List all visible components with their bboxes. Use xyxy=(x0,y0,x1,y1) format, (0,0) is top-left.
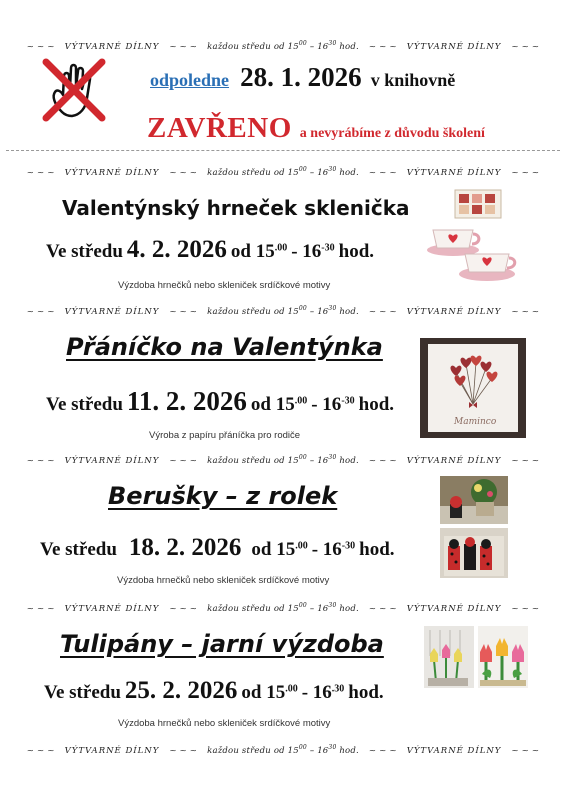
separator-time-sup: 00 xyxy=(298,602,307,609)
separator-time-sup: 30 xyxy=(328,305,337,312)
separator-row xyxy=(0,40,566,52)
paper-tulips-photo xyxy=(424,626,528,688)
event-date-line: Ve středu 4. 2. 2026 od $15^{.00} - 16^{-30}$ hod. xyxy=(46,236,375,263)
event-date: 18. 2. 2026 xyxy=(128,534,242,561)
crossed-hand-icon xyxy=(40,58,108,122)
event-description: Výroba z papíru přáníčka pro rodiče xyxy=(149,430,301,441)
separator-tilde: ~ ~ ~ xyxy=(26,167,55,178)
afternoon-label: odpoledne xyxy=(150,70,230,90)
separator-time: – 16 xyxy=(306,306,329,317)
event-description: Výzdoba hrnečků nebo skleniček srdíčkové motivy xyxy=(118,718,331,729)
heart-mugs-photo xyxy=(425,188,521,288)
event-date-line: Ve středu 25. 2. 2026 od $15^{.00} - 16^{.30}$ hod. xyxy=(44,677,384,704)
separator-tilde: ~ ~ ~ xyxy=(169,41,198,52)
separator-time-sup: 00 xyxy=(298,40,307,47)
separator-workshops: VÝTVARNÉ DÍLNY xyxy=(64,455,160,466)
separator-tilde: ~ ~ ~ xyxy=(368,306,397,317)
separator-hod: hod. xyxy=(336,603,359,614)
event-date: 4. 2. 2026 xyxy=(126,236,227,263)
separator-hod: hod. xyxy=(336,455,359,466)
event-date-line: Ve středu 11. 2. 2026 od $15^{.00} - 16^{-30}$ hod. xyxy=(46,386,395,416)
separator-workshops: VÝTVARNÉ DÍLNY xyxy=(406,167,502,178)
event-date-line: Ve středu 18. 2. 2026 od $15^{.00} - 16^{-30}$ hod. xyxy=(40,534,395,561)
closed-label: ZAVŘENO xyxy=(147,112,292,144)
separator-schedule: každou středu od 15 xyxy=(207,455,299,466)
separator-row xyxy=(0,305,566,317)
separator-time-sup: 30 xyxy=(328,40,337,47)
separator-workshops: VÝTVARNÉ DÍLNY xyxy=(406,306,502,317)
separator-time: – 16 xyxy=(306,745,329,756)
event-date: 25. 2. 2026 xyxy=(124,677,238,704)
closure-place: v knihovně xyxy=(370,70,456,90)
separator-time: – 16 xyxy=(306,41,329,52)
separator-tilde: ~ ~ ~ xyxy=(368,41,397,52)
separator-tilde: ~ ~ ~ xyxy=(26,745,55,756)
balloon-hearts-card-photo xyxy=(420,338,526,438)
separator-workshops: VÝTVARNÉ DÍLNY xyxy=(406,603,502,614)
separator-tilde: ~ ~ ~ xyxy=(169,167,198,178)
separator-tilde: ~ ~ ~ xyxy=(169,745,198,756)
separator-tilde: ~ ~ ~ xyxy=(511,745,540,756)
separator-workshops: VÝTVARNÉ DÍLNY xyxy=(64,603,160,614)
card-caption: Maminco xyxy=(454,417,497,427)
event-title: Přáníčko na Valentýnka xyxy=(66,333,383,361)
separator-row xyxy=(0,744,566,756)
separator-time-sup: 30 xyxy=(328,602,337,609)
closed-reason: a nevyrábíme z důvodu školení xyxy=(299,126,485,141)
event-description: Výzdoba hrnečků nebo skleniček srdíčkové motivy xyxy=(117,575,330,586)
separator-tilde: ~ ~ ~ xyxy=(169,603,198,614)
separator-schedule: každou středu od 15 xyxy=(207,306,299,317)
separator-schedule: každou středu od 15 xyxy=(207,745,299,756)
separator-row xyxy=(0,454,566,466)
separator-time: – 16 xyxy=(306,455,329,466)
closure-date-line xyxy=(150,62,455,93)
separator-tilde: ~ ~ ~ xyxy=(26,306,55,317)
separator-time-sup: 30 xyxy=(328,454,337,461)
separator-row xyxy=(0,166,566,178)
separator-tilde: ~ ~ ~ xyxy=(368,603,397,614)
separator-time-sup: 30 xyxy=(328,744,337,751)
separator-schedule: každou středu od 15 xyxy=(207,41,299,52)
separator-time-sup: 00 xyxy=(298,454,307,461)
separator-workshops: VÝTVARNÉ DÍLNY xyxy=(406,41,502,52)
separator-workshops: VÝTVARNÉ DÍLNY xyxy=(64,745,160,756)
ladybug-rolls-photo xyxy=(440,476,508,578)
separator-hod: hod. xyxy=(336,41,359,52)
separator-workshops: VÝTVARNÉ DÍLNY xyxy=(406,455,502,466)
separator-tilde: ~ ~ ~ xyxy=(511,603,540,614)
separator-time-sup: 00 xyxy=(298,305,307,312)
separator-hod: hod. xyxy=(336,167,359,178)
separator-tilde: ~ ~ ~ xyxy=(169,306,198,317)
separator-tilde: ~ ~ ~ xyxy=(511,455,540,466)
separator-time-sup: 00 xyxy=(298,744,307,751)
closed-notice xyxy=(147,112,485,145)
separator-tilde: ~ ~ ~ xyxy=(169,455,198,466)
closure-date: 28. 1. 2026 xyxy=(240,62,362,92)
divider-line xyxy=(6,150,560,151)
separator-tilde: ~ ~ ~ xyxy=(368,167,397,178)
separator-tilde: ~ ~ ~ xyxy=(511,306,540,317)
separator-tilde: ~ ~ ~ xyxy=(368,455,397,466)
event-title: Tulipány – jarní výzdoba xyxy=(60,630,384,658)
event-title: Valentýnský hrneček sklenička xyxy=(62,196,410,220)
event-date: 11. 2. 2026 xyxy=(126,386,247,416)
separator-workshops: VÝTVARNÉ DÍLNY xyxy=(64,41,160,52)
event-title: Berušky – z rolek xyxy=(108,482,338,510)
separator-row xyxy=(0,602,566,614)
separator-workshops: VÝTVARNÉ DÍLNY xyxy=(64,306,160,317)
separator-hod: hod. xyxy=(336,745,359,756)
separator-tilde: ~ ~ ~ xyxy=(26,603,55,614)
separator-workshops: VÝTVARNÉ DÍLNY xyxy=(406,745,502,756)
separator-time-sup: 30 xyxy=(328,166,337,173)
separator-schedule: každou středu od 15 xyxy=(207,603,299,614)
separator-tilde: ~ ~ ~ xyxy=(26,41,55,52)
separator-workshops: VÝTVARNÉ DÍLNY xyxy=(64,167,160,178)
separator-time: – 16 xyxy=(306,603,329,614)
separator-time: – 16 xyxy=(306,167,329,178)
separator-tilde: ~ ~ ~ xyxy=(511,41,540,52)
separator-schedule: každou středu od 15 xyxy=(207,167,299,178)
separator-hod: hod. xyxy=(336,306,359,317)
separator-tilde: ~ ~ ~ xyxy=(26,455,55,466)
separator-tilde: ~ ~ ~ xyxy=(511,167,540,178)
separator-tilde: ~ ~ ~ xyxy=(368,745,397,756)
separator-time-sup: 00 xyxy=(298,166,307,173)
event-description: Výzdoba hrnečků nebo skleniček srdíčkové motivy xyxy=(118,280,331,291)
